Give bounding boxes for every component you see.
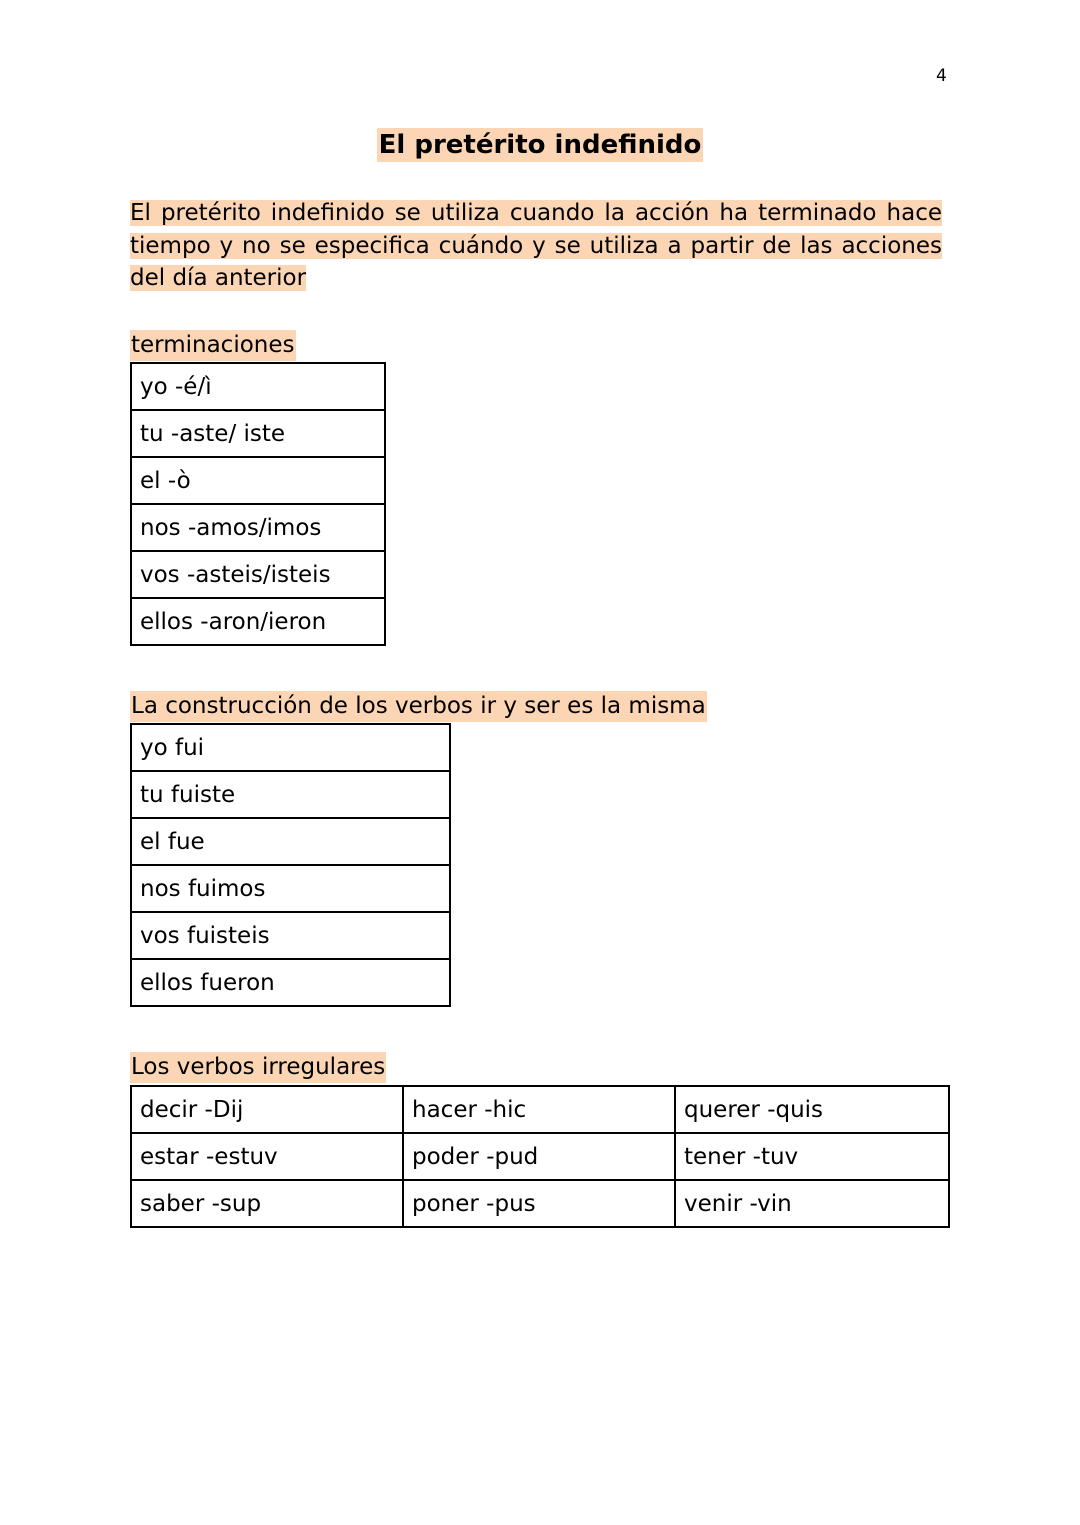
table-row (131, 363, 385, 410)
intro-text: El pretérito indefinido se utiliza cuando la acción ha terminado hace tiempo y no se especifica cuándo y se utiliza a partir de las acciones del día anterior (130, 200, 942, 292)
ir-ser-heading: La construcción de los verbos ir y ser es la misma (130, 691, 707, 722)
irregular-cell-saber: saber -sup (131, 1180, 403, 1227)
ir-ser-cell-ellos: ellos fueron (131, 959, 450, 1006)
endings-heading: terminaciones (130, 330, 296, 361)
irregular-cell-hacer: hacer -hic (403, 1086, 675, 1133)
table-row (131, 724, 450, 771)
ir-ser-cell-nos: nos fuimos (131, 865, 450, 912)
irregular-cell-querer: querer -quis (675, 1086, 949, 1133)
table-row (131, 912, 450, 959)
irregular-cell-estar: estar -estuv (131, 1133, 403, 1180)
table-row (131, 504, 385, 551)
table-row (131, 598, 385, 645)
table-row (131, 551, 385, 598)
irregular-cell-tener: tener -tuv (675, 1133, 949, 1180)
table-row (131, 1180, 949, 1227)
irregular-table (130, 1085, 950, 1228)
endings-cell-yo: yo -é/ì (131, 363, 385, 410)
title-container (0, 128, 1080, 162)
irregular-heading: Los verbos irregulares (130, 1052, 386, 1083)
ir-ser-cell-yo: yo fui (131, 724, 450, 771)
ir-ser-table (130, 723, 451, 1007)
irregular-cell-poner: poner -pus (403, 1180, 675, 1227)
page-number: 4 (936, 66, 947, 86)
table-row (131, 1133, 949, 1180)
page-title: El pretérito indefinido (378, 130, 702, 160)
intro-paragraph (130, 197, 942, 295)
ir-ser-cell-vos: vos fuisteis (131, 912, 450, 959)
table-row (131, 410, 385, 457)
table-row (131, 457, 385, 504)
table-row (131, 865, 450, 912)
irregular-cell-venir: venir -vin (675, 1180, 949, 1227)
table-row (131, 818, 450, 865)
endings-cell-ellos: ellos -aron/ieron (131, 598, 385, 645)
endings-cell-el: el -ò (131, 457, 385, 504)
ir-ser-cell-tu: tu fuiste (131, 771, 450, 818)
endings-cell-tu: tu -aste/ iste (131, 410, 385, 457)
table-row (131, 959, 450, 1006)
endings-cell-nos: nos -amos/imos (131, 504, 385, 551)
endings-cell-vos: vos -asteis/isteis (131, 551, 385, 598)
ir-ser-cell-el: el fue (131, 818, 450, 865)
table-row (131, 1086, 949, 1133)
table-row (131, 771, 450, 818)
irregular-cell-poder: poder -pud (403, 1133, 675, 1180)
irregular-cell-decir: decir -Dij (131, 1086, 403, 1133)
endings-table (130, 362, 386, 646)
